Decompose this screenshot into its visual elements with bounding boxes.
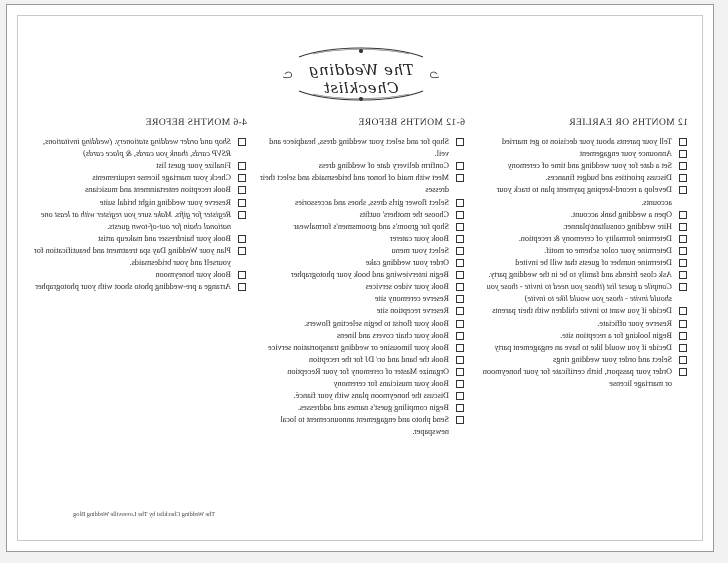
- checklist-item[interactable]: [255, 330, 465, 342]
- checklist-item[interactable]: [255, 221, 465, 233]
- checkbox[interactable]: [679, 368, 687, 376]
- checklist-item-text: Order your wedding cake: [365, 258, 449, 268]
- checkbox[interactable]: [456, 404, 464, 412]
- checklist-item-text: Book your caterer: [389, 233, 449, 243]
- checklist-item[interactable]: [478, 305, 688, 317]
- checkbox[interactable]: [679, 283, 687, 291]
- checkbox[interactable]: [238, 162, 246, 170]
- checkbox[interactable]: [238, 174, 246, 182]
- checklist-item-text: Book the band and or/ DJ for the reception: [308, 354, 449, 364]
- checklist: [255, 136, 465, 438]
- checkbox[interactable]: [456, 380, 464, 388]
- checklist-item-text: Organize Master of ceremony for your Reception: [287, 366, 449, 376]
- checkbox[interactable]: [456, 247, 464, 255]
- checklist-item-text: Open a wedding bank account.: [570, 209, 672, 219]
- checkbox[interactable]: [456, 356, 464, 364]
- checklist-item-text: Confirm delivery date of wedding dress: [318, 161, 449, 171]
- checklist: [478, 136, 688, 390]
- checklist-item[interactable]: [478, 342, 688, 354]
- checklist-item-text: Announce your engagement: [579, 149, 672, 159]
- checklist-item-text: Select your menu: [391, 245, 449, 255]
- checkbox[interactable]: [679, 235, 687, 243]
- checklist-item[interactable]: [255, 245, 465, 257]
- checkbox[interactable]: [238, 186, 246, 194]
- checklist-item[interactable]: [255, 366, 465, 378]
- checklist-item-text: Book reception entertainment and musicians: [85, 185, 231, 195]
- checklist-item[interactable]: [478, 366, 688, 390]
- checklist-item-text: Choose the mothers' outfits: [359, 209, 449, 219]
- checkbox[interactable]: [238, 271, 246, 279]
- checklist-item[interactable]: [33, 233, 247, 245]
- checklist-item[interactable]: [255, 414, 465, 438]
- checkbox[interactable]: [238, 138, 246, 146]
- checkbox[interactable]: [238, 283, 246, 291]
- checklist-item-text: Shop and order wedding stationery. (wedding invitations, RSVP cards, thank you cards, & place cards): [43, 137, 231, 159]
- checkbox[interactable]: [456, 235, 464, 243]
- checklist-item[interactable]: [33, 269, 247, 281]
- checklist-item-text: Send photo and engagement announcement to local newspaper.: [280, 415, 449, 437]
- checklist-item-text: Determine your color scheme or motif.: [544, 245, 672, 255]
- checklist-item[interactable]: [255, 342, 465, 354]
- checklist-item-text: Reserve ceremony site: [374, 294, 449, 304]
- checkbox[interactable]: [679, 174, 687, 182]
- checklist-item[interactable]: [33, 281, 247, 293]
- checklist-item[interactable]: [255, 305, 465, 317]
- checklist-item[interactable]: [255, 269, 465, 281]
- checklist-item[interactable]: [255, 136, 465, 160]
- checklist-item-text: Register for gifts. Make sure you register with at least one national chain for out-of-town guests.: [40, 209, 231, 231]
- checklist-item-text: Develop a record-keeping payment plan to track your accounts.: [496, 185, 672, 207]
- checkbox[interactable]: [238, 211, 246, 219]
- checklist-item[interactable]: [478, 233, 688, 245]
- checkbox[interactable]: [456, 211, 464, 219]
- checkbox[interactable]: [679, 344, 687, 352]
- checklist-item-text: Decide if you want to invite children with their parents: [492, 306, 672, 316]
- checklist-item[interactable]: [255, 293, 465, 305]
- column-heading: 12 MONTHS OR EARLIER: [568, 117, 688, 128]
- checklist-item[interactable]: [478, 184, 688, 208]
- checklist-item-text: Book your limousine or wedding transportation service: [267, 342, 449, 352]
- checklist-item-text: Meet with maid of honor and bridesmaids and select their dresses: [260, 173, 449, 195]
- checklist-item-text: Book your florist to begin selecting flowers.: [304, 318, 449, 328]
- checklist-item-text: Finalize your guest list: [156, 161, 231, 171]
- checklist: [33, 136, 247, 293]
- checklist-item-text: Shop for groom's and groomsmen's formalwear: [293, 221, 449, 231]
- checkbox[interactable]: [456, 174, 464, 182]
- checkbox[interactable]: [679, 259, 687, 267]
- checklist-item[interactable]: [255, 354, 465, 366]
- checkbox[interactable]: [679, 356, 687, 364]
- checklist-item[interactable]: [478, 245, 688, 257]
- checkbox[interactable]: [679, 223, 687, 231]
- checkbox[interactable]: [456, 392, 464, 400]
- checklist-item[interactable]: [33, 184, 247, 196]
- checkbox[interactable]: [238, 235, 246, 243]
- checklist-item-text: Order your passport, birth certificate for your honeymoon or marriage license: [482, 366, 672, 388]
- checklist-item[interactable]: [33, 136, 247, 160]
- checkbox[interactable]: [679, 307, 687, 315]
- checklist-page: [6, 4, 714, 552]
- checklist-item[interactable]: [255, 318, 465, 330]
- checklist-item-text: Discuss the honeymoon plans with your fiancé.: [293, 391, 449, 401]
- checkbox[interactable]: [456, 307, 464, 315]
- checklist-item-text: Book your musicians for ceremony: [333, 378, 449, 388]
- checklist-item-text: Decide if you would like to have an engagement party: [494, 342, 672, 352]
- checkbox[interactable]: [456, 283, 464, 291]
- column-6-12-months: [255, 117, 465, 438]
- checklist-item[interactable]: [255, 281, 465, 293]
- checkbox[interactable]: [456, 259, 464, 267]
- checklist-item[interactable]: [33, 197, 247, 209]
- checklist-item[interactable]: [33, 172, 247, 184]
- checkbox[interactable]: [679, 271, 687, 279]
- checklist-item[interactable]: [478, 330, 688, 342]
- checkbox[interactable]: [679, 247, 687, 255]
- checklist-item[interactable]: [255, 197, 465, 209]
- page-title: The Wedding Checklist: [308, 61, 414, 97]
- mirrored-document: [7, 5, 715, 553]
- checklist-item[interactable]: [478, 148, 688, 160]
- checklist-item[interactable]: [255, 172, 465, 196]
- checklist-item-text: Shop for and select your wedding dress, headpiece and veil.: [269, 137, 449, 159]
- checklist-item-text: Begin interviewing and book your photographer: [290, 270, 449, 280]
- column-heading: 6-12 MONTHS BEFORE: [358, 117, 465, 128]
- checklist-item-text: Book your hairdresser and makeup artist: [97, 233, 231, 243]
- checklist-item[interactable]: [255, 378, 465, 390]
- checklist-item[interactable]: [255, 233, 465, 245]
- checkbox[interactable]: [456, 199, 464, 207]
- checklist-item-text: Select flower girls dress, shoes and accessories: [295, 197, 449, 207]
- column-heading: 4-6 MONTHS BEFORE: [145, 117, 247, 128]
- checkbox[interactable]: [456, 416, 464, 424]
- checkbox[interactable]: [679, 211, 687, 219]
- checklist-item-text: Tell your parents about your decision to get married: [502, 137, 672, 147]
- checkbox[interactable]: [456, 223, 464, 231]
- checklist-item[interactable]: [255, 390, 465, 402]
- checklist-item-text: Ask close friends and family to be in the wedding party.: [488, 270, 672, 280]
- checklist-item-text: Check your marriage license requirements: [92, 173, 231, 183]
- column-4-6-months: [33, 117, 247, 293]
- checklist-item[interactable]: [478, 269, 688, 281]
- column-12-months: [478, 117, 688, 390]
- checklist-item-text: Book your video services: [365, 282, 449, 292]
- checklist-item[interactable]: [478, 257, 688, 269]
- checkbox[interactable]: [679, 320, 687, 328]
- checklist-item-text: Book your honeymoon: [155, 270, 231, 280]
- checklist-item[interactable]: [478, 136, 688, 148]
- checklist-item-text: Reserve your officiate.: [597, 318, 672, 328]
- checkbox[interactable]: [456, 332, 464, 340]
- checklist-item[interactable]: [33, 209, 247, 233]
- checklist-item[interactable]: [478, 160, 688, 172]
- checklist-item[interactable]: [478, 172, 688, 184]
- checklist-item[interactable]: [33, 160, 247, 172]
- checkbox[interactable]: [679, 162, 687, 170]
- checkbox[interactable]: [456, 138, 464, 146]
- checklist-item[interactable]: [255, 257, 465, 269]
- checklist-item-text: Select and order your wedding rings: [553, 354, 672, 364]
- title-ornament: [279, 47, 443, 103]
- checklist-item[interactable]: [478, 281, 688, 305]
- checklist-item[interactable]: [478, 318, 688, 330]
- checkbox[interactable]: [456, 368, 464, 376]
- checkbox[interactable]: [456, 295, 464, 303]
- checkbox[interactable]: [679, 150, 687, 158]
- checkbox[interactable]: [238, 247, 246, 255]
- checklist-item-text: Book your chair covers and linens: [336, 330, 449, 340]
- checkbox[interactable]: [679, 332, 687, 340]
- checklist-item[interactable]: [255, 209, 465, 221]
- checkbox[interactable]: [679, 186, 687, 194]
- checkbox[interactable]: [238, 199, 246, 207]
- checklist-item-text: Discuss priorities and budget finances.: [545, 173, 672, 183]
- checklist-item-text: Begin looking for a reception site.: [560, 330, 672, 340]
- checklist-item[interactable]: [478, 209, 688, 221]
- checklist-item-text: Begin compiling guest's names and addresses.: [297, 403, 449, 413]
- checklist-item[interactable]: [255, 402, 465, 414]
- checklist-item-text: Hire wedding consultant/planner.: [563, 221, 672, 231]
- checklist-item-text: Determine formality of ceremony & reception.: [518, 233, 672, 243]
- checkbox[interactable]: [456, 344, 464, 352]
- checklist-item-text: Determine number of guests that will be invited: [515, 258, 672, 268]
- checklist-item-text: Reserve reception site: [376, 306, 449, 316]
- checkbox[interactable]: [456, 271, 464, 279]
- checklist-item[interactable]: [255, 160, 465, 172]
- checklist-item-text: Plan your Wedding Day spa treatment and beautification for yourself and your bridesmaids.: [34, 245, 231, 268]
- checkbox[interactable]: [679, 138, 687, 146]
- checkbox[interactable]: [456, 320, 464, 328]
- checkbox[interactable]: [456, 162, 464, 170]
- checklist-item-text: Reserve your wedding night bridal suite: [99, 197, 231, 207]
- footer-credit: The Wedding Checklist by The Lovesville Wedding Blog: [73, 511, 215, 518]
- checklist-item-text: Compile a guest list (those you need to invite - those you should invite - those you would like to invite): [486, 282, 672, 304]
- checklist-item[interactable]: [478, 354, 688, 366]
- checklist-item-text: Arrange a pre-wedding photo shoot with your photographer: [35, 282, 231, 292]
- checklist-item-text: Set a date for your wedding and time of ceremony: [507, 161, 672, 171]
- checklist-item[interactable]: [478, 221, 688, 233]
- checklist-item[interactable]: [33, 245, 247, 269]
